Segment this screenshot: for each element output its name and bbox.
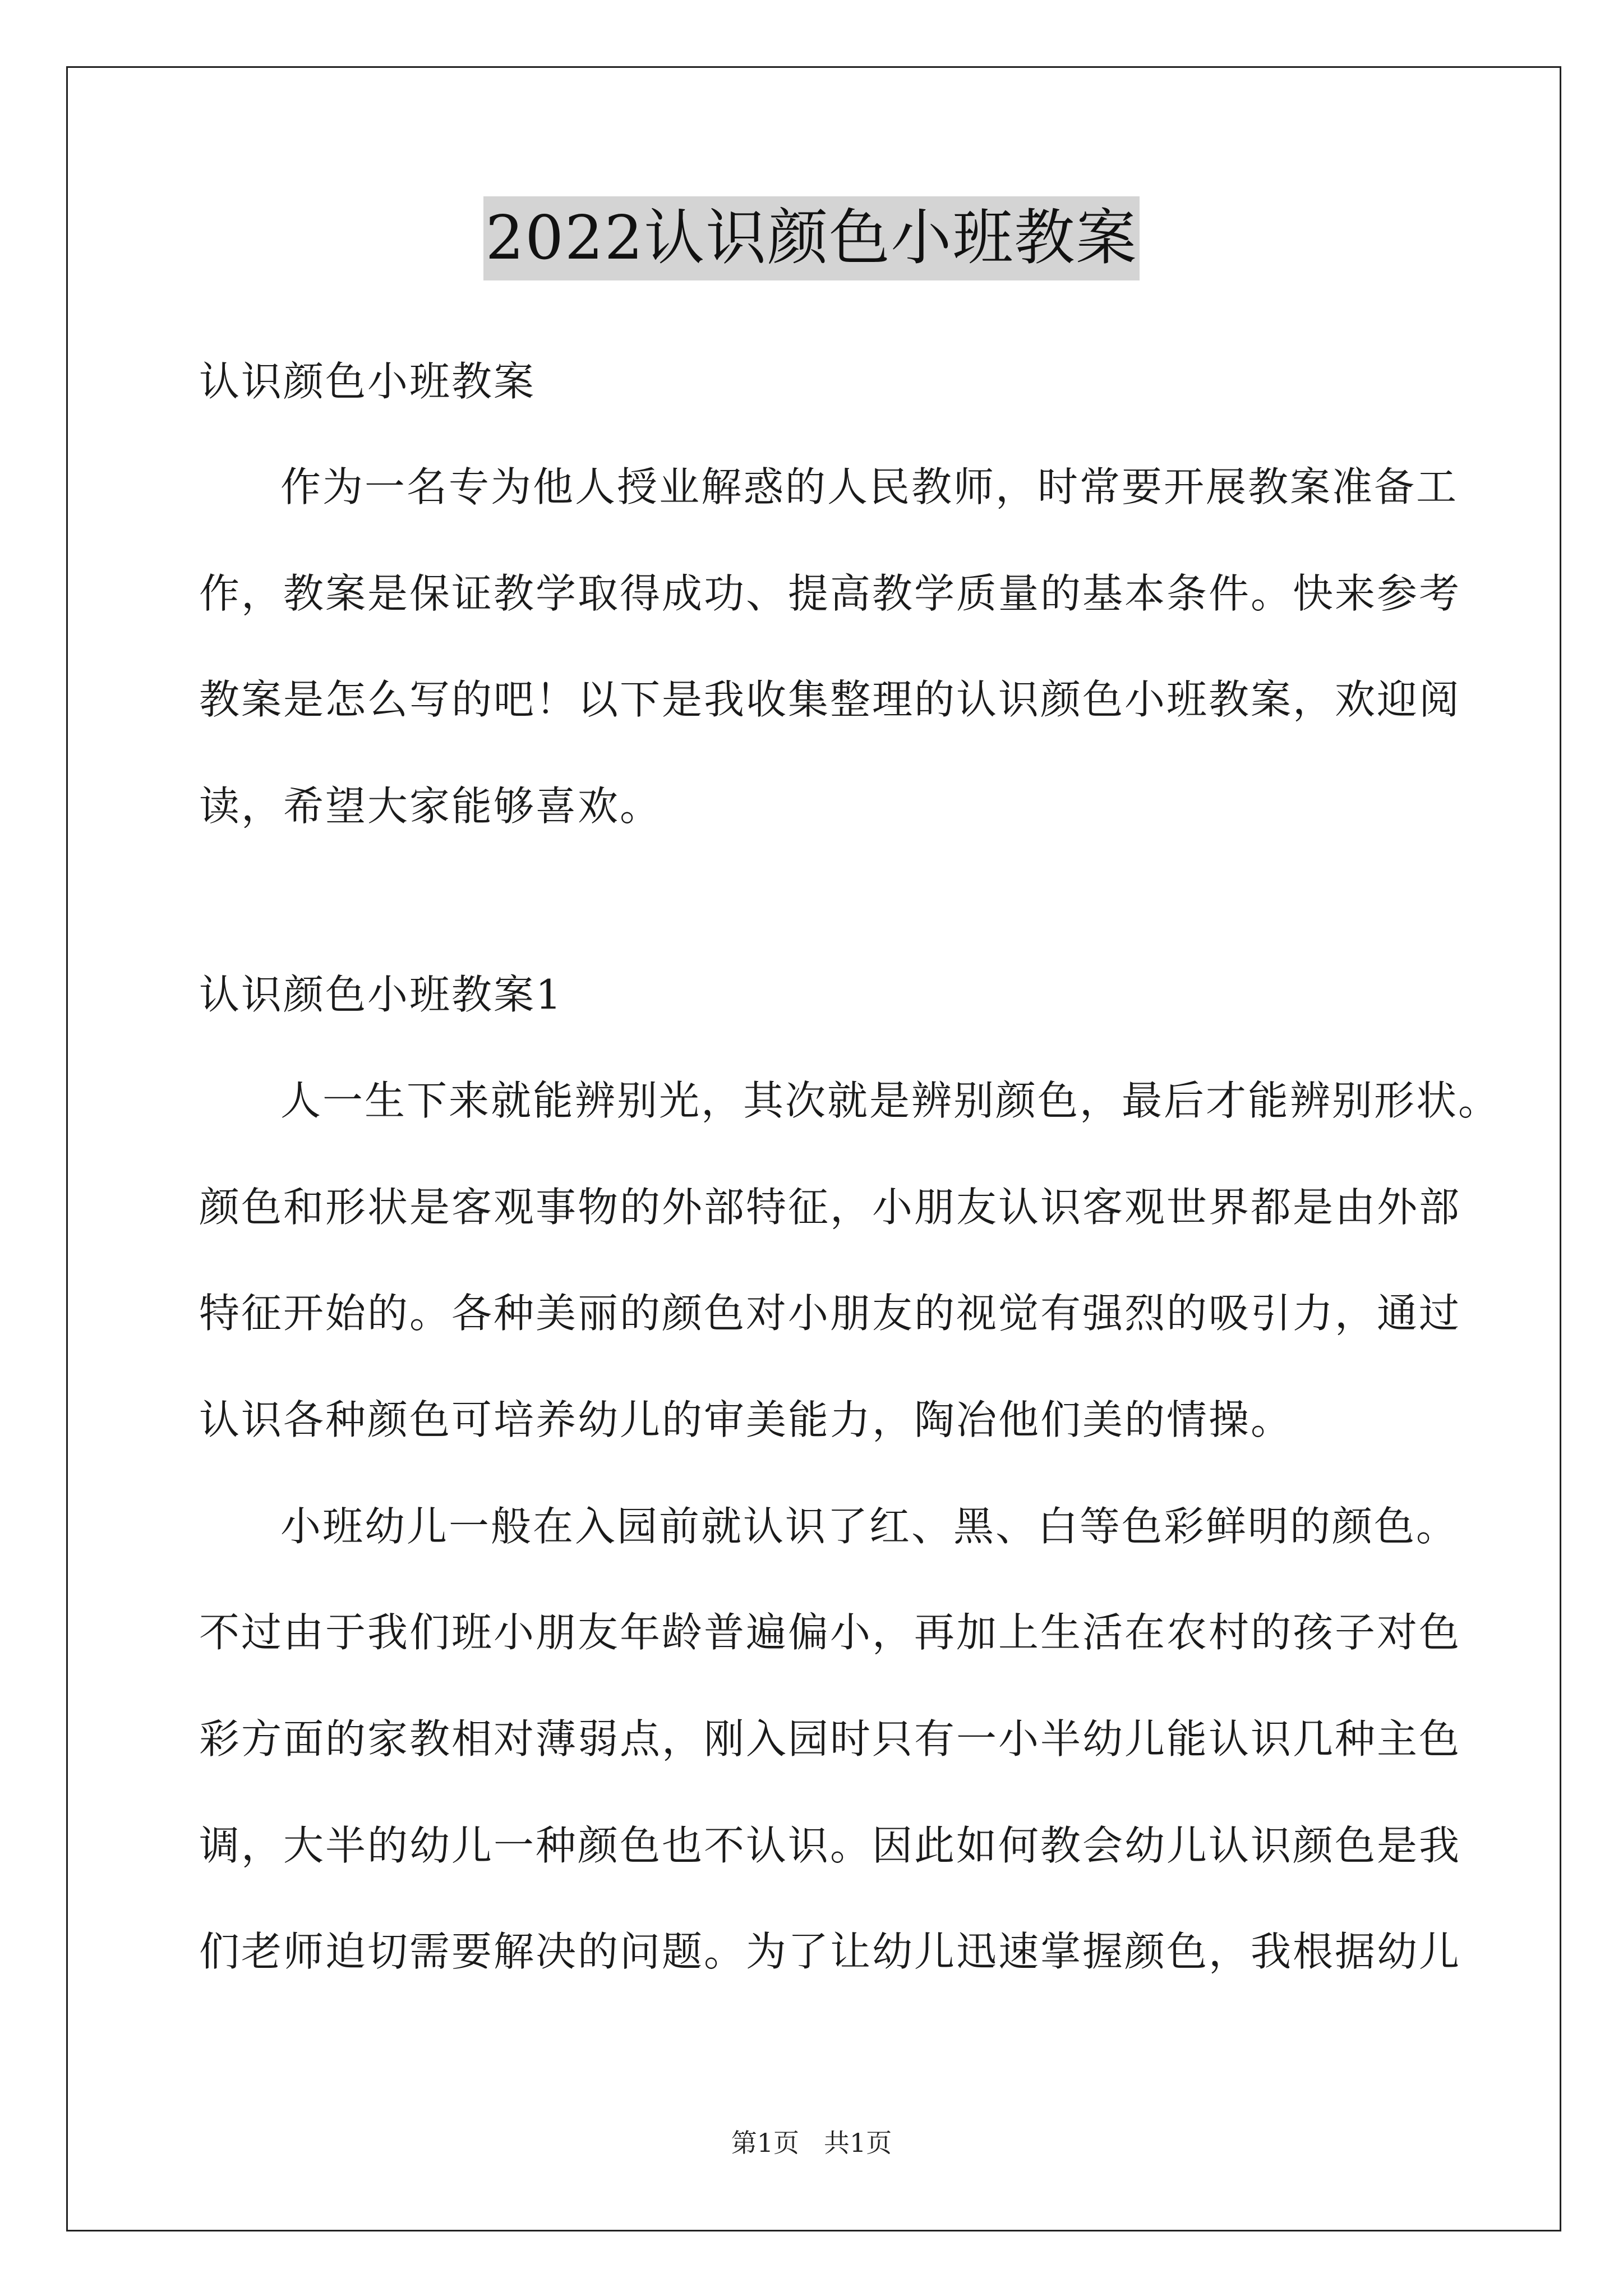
document-title: 2022认识颜色小班教案 [483,196,1140,280]
para1-line-2: 颜色和形状是客观事物的外部特征，小朋友认识客观世界都是由外部 [199,1184,1461,1231]
para2-line-5: 们老师迫切需要解决的问题。为了让幼儿迅速掌握颜色，我根据幼儿 [199,1928,1461,1975]
page-total: 共1页 [824,2128,892,2158]
main-heading: 认识颜色小班教案 [199,358,536,405]
intro-line-4: 读，希望大家能够喜欢。 [199,783,662,830]
section-heading-1: 认识颜色小班教案1 [199,971,563,1018]
para2-line-2: 不过由于我们班小朋友年龄普遍偏小，再加上生活在农村的孩子对色 [199,1609,1461,1656]
para2-line-4: 调，大半的幼儿一种颜色也不认识。因此如何教会幼儿认识颜色是我 [199,1822,1461,1869]
intro-line-2: 作，教案是保证教学取得成功、提高教学质量的基本条件。快来参考 [199,570,1461,617]
intro-line-3: 教案是怎么写的吧！以下是我收集整理的认识颜色小班教案，欢迎阅 [199,676,1461,723]
page-footer [0,2126,1623,2160]
para2-line-3: 彩方面的家教相对薄弱点，刚入园时只有一小半幼儿能认识几种主色 [199,1715,1461,1763]
intro-line-1: 作为一名专为他人授业解惑的人民教师，时常要开展教案准备工 [280,463,1459,510]
para1-line-4: 认识各种颜色可培养幼儿的审美能力，陶冶他们美的情操。 [199,1396,1293,1443]
title-container [0,196,1623,280]
para1-line-1: 人一生下来就能辨别光，其次就是辨别颜色，最后才能辨别形状。 [280,1077,1501,1124]
page-number: 第1页 [731,2128,799,2158]
para2-line-1: 小班幼儿一般在入园前就认识了红、黑、白等色彩鲜明的颜色。 [280,1503,1459,1550]
para1-line-3: 特征开始的。各种美丽的颜色对小朋友的视觉有强烈的吸引力，通过 [199,1290,1461,1337]
